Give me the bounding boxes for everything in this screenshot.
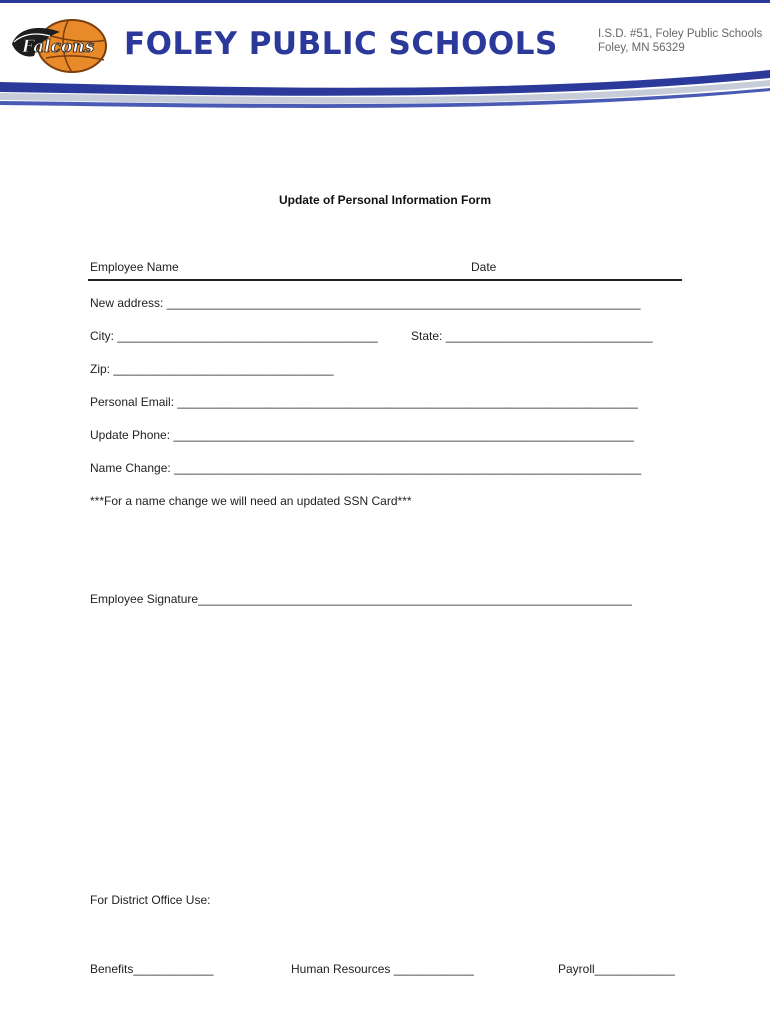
employee-name-label: Employee Name	[90, 260, 179, 274]
form-title: Update of Personal Information Form	[278, 193, 491, 207]
payroll-field[interactable]: Payroll____________	[558, 962, 675, 976]
new-address-field[interactable]: New address: _______________________________________________________________________	[90, 296, 641, 310]
update-phone-field[interactable]: Update Phone: _____________________________________________________________________	[90, 428, 634, 442]
school-name: FOLEY PUBLIC SCHOOLS	[124, 26, 558, 62]
date-label: Date	[471, 260, 497, 274]
address-line-1: I.S.D. #51, Foley Public Schools	[598, 28, 763, 40]
falcons-logo-icon	[8, 14, 110, 74]
header-rule	[88, 279, 682, 281]
human-resources-field[interactable]: Human Resources ____________	[291, 962, 474, 976]
svg-text:Falcons: Falcons	[22, 37, 95, 57]
address-line-2: Foley, MN 56329	[598, 42, 685, 54]
name-change-field[interactable]: Name Change: ______________________________________________________________________	[90, 461, 642, 475]
letterhead	[0, 0, 770, 115]
district-address	[598, 27, 762, 55]
state-field[interactable]: State: _______________________________	[411, 329, 653, 343]
employee-signature-field[interactable]: Employee Signature_________________________________________________________________	[90, 592, 632, 606]
benefits-field[interactable]: Benefits____________	[90, 962, 214, 976]
district-office-use-label: For District Office Use:	[90, 893, 211, 907]
zip-field[interactable]: Zip: _________________________________	[90, 362, 334, 376]
city-field[interactable]: City: _______________________________________	[90, 329, 378, 343]
personal-email-field[interactable]: Personal Email: _____________________________________________________________________	[90, 395, 638, 409]
ssn-note: ***For a name change we will need an updated SSN Card***	[90, 494, 412, 508]
